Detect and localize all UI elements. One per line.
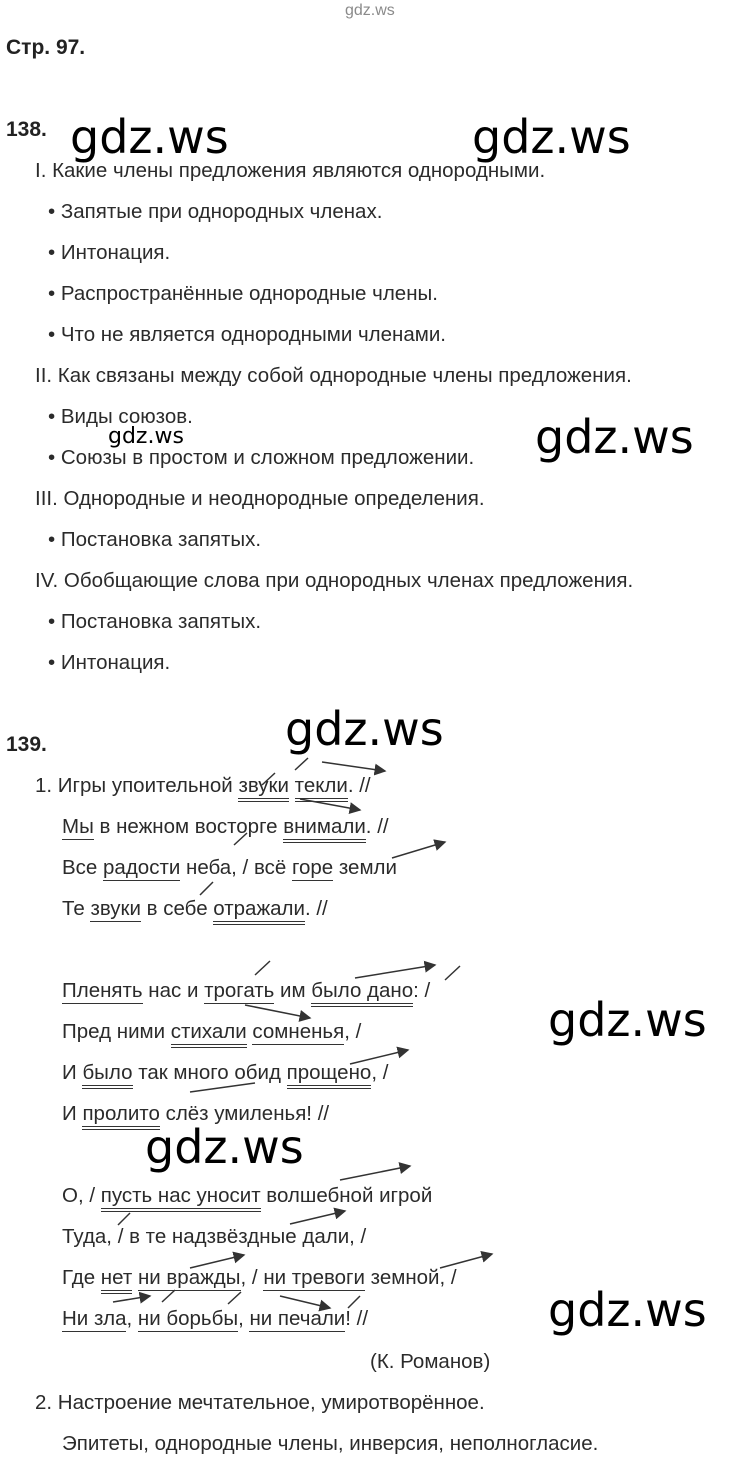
watermark: gdz.ws (535, 410, 694, 464)
arrow-mark (340, 1166, 410, 1180)
predicate-word: пролито (82, 1102, 159, 1130)
text: нас и (142, 979, 205, 1002)
text: ! // (345, 1307, 369, 1330)
outline-item: I. Какие члены предложения являются однородными. (35, 159, 546, 182)
slash-mark (295, 758, 308, 770)
text: в себе (140, 897, 214, 920)
text: слёз умиленья! // (159, 1102, 330, 1125)
predicate-word: было (82, 1061, 132, 1089)
outline-item: • Постановка запятых. (48, 528, 262, 551)
watermark: gdz.ws (108, 424, 184, 449)
poem-line (62, 856, 397, 880)
outline-item: • Интонация. (48, 241, 171, 264)
predicate-word: внимали (283, 815, 366, 843)
watermark: gdz.ws (70, 110, 229, 164)
poem-line (62, 1020, 361, 1044)
slash-mark (162, 1290, 175, 1302)
arrow-mark (355, 965, 435, 978)
text: волшебной игрой (260, 1184, 433, 1207)
outline-item: II. Как связаны между собой однородные члены предложения. (35, 364, 632, 387)
text: земли (333, 856, 397, 879)
outline-item: • Что не является однородными членами. (48, 323, 446, 346)
text: Все (62, 856, 104, 879)
text: И (62, 1061, 83, 1084)
subject-word: ни тревоги (263, 1266, 365, 1289)
text: 1. Игры упоительной (35, 774, 239, 797)
outline-item: • Союзы в простом и сложном предложении. (48, 446, 475, 469)
poem-line (62, 815, 389, 839)
subject-word: радости (103, 856, 181, 879)
watermark: gdz.ws (285, 702, 444, 756)
text: земной, / (364, 1266, 457, 1289)
text: . // (347, 774, 371, 797)
outline-item: III. Однородные и неоднородные определения. (35, 487, 485, 510)
arrow-mark (245, 1005, 310, 1018)
subject-word: Мы (62, 815, 94, 838)
watermark: gdz.ws (145, 1120, 304, 1174)
outline-item: • Виды союзов. (48, 405, 193, 428)
watermark: gdz.ws (548, 1283, 707, 1337)
slash-mark (228, 1292, 241, 1304)
text: Пред ними (62, 1020, 171, 1043)
poem-line (35, 774, 371, 798)
subject-word: горе (291, 856, 334, 879)
text: , (238, 1307, 250, 1330)
watermark: gdz.ws (548, 993, 707, 1047)
arrow-mark (392, 842, 445, 858)
page-title: Стр. 97. (6, 36, 86, 59)
text: , / (344, 1020, 362, 1043)
predicate-word: отражали (213, 897, 305, 925)
poem-line (62, 1266, 457, 1290)
predicate-word: нет (101, 1266, 132, 1294)
predicate-word: текли (295, 774, 348, 802)
poem-line (62, 1225, 366, 1249)
poem-author: (К. Романов) (370, 1350, 491, 1373)
answer-line: 2. Настроение мечтательное, умиротворённое. (35, 1391, 485, 1414)
text: им (274, 979, 312, 1002)
poem-line (62, 1307, 368, 1331)
text: неба, / всё (180, 856, 292, 879)
predicate-word: прощено (287, 1061, 372, 1089)
text: , / (240, 1266, 264, 1289)
subject-word: Ни зла (62, 1307, 127, 1330)
outline-item: • Распространённые однородные члены. (48, 282, 438, 305)
subject-word: трогать (204, 979, 275, 1002)
slash-mark (255, 961, 270, 975)
outline-item: IV. Обобщающие слова при однородных членах предложения. (35, 569, 634, 592)
text: Где (62, 1266, 101, 1289)
arrow-mark (322, 762, 385, 771)
predicate-word: было дано (311, 979, 413, 1007)
poem-line (62, 979, 430, 1003)
text: : / (413, 979, 431, 1002)
outline-item: • Запятые при однородных членах. (48, 200, 383, 223)
subject-word: Пленять (62, 979, 143, 1002)
text: так много обид (132, 1061, 287, 1084)
arrow-mark (113, 1296, 150, 1302)
exercise-number: 139. (6, 733, 47, 756)
text: О, / (62, 1184, 101, 1207)
text: , (126, 1307, 138, 1330)
answer-line: Эпитеты, однородные члены, инверсия, неполногласие. (62, 1432, 599, 1455)
subject-word: сомненья (252, 1020, 345, 1043)
site-watermark-top: gdz.ws (345, 2, 395, 19)
subject-word: ни печали (249, 1307, 346, 1330)
outline-item: • Постановка запятых. (48, 610, 262, 633)
slash-mark (445, 966, 460, 980)
outline-item: • Интонация. (48, 651, 171, 674)
poem-line (62, 1184, 432, 1208)
subject-word: ни вражды (137, 1266, 241, 1289)
text (289, 774, 295, 797)
watermark: gdz.ws (472, 110, 631, 164)
poem-line (62, 897, 328, 921)
text: в нежном восторге (93, 815, 284, 838)
slash-mark (118, 1213, 130, 1225)
text: И (62, 1102, 83, 1125)
predicate-word: стихали (171, 1020, 247, 1048)
subject-word: ни борьбы (137, 1307, 239, 1330)
predicate-word: звуки (238, 774, 289, 802)
text: . // (304, 897, 328, 920)
subject-word: звуки (90, 897, 141, 920)
text: . // (365, 815, 389, 838)
text: Туда, / в те надзвёздные дали, / (62, 1225, 367, 1248)
poem-line (62, 1061, 388, 1085)
arrow-mark (290, 1211, 345, 1224)
exercise-number: 138. (6, 118, 47, 141)
text: Те (62, 897, 91, 920)
text: , / (371, 1061, 389, 1084)
predicate-word: пусть нас уносит (101, 1184, 261, 1212)
slash-mark (200, 882, 213, 895)
